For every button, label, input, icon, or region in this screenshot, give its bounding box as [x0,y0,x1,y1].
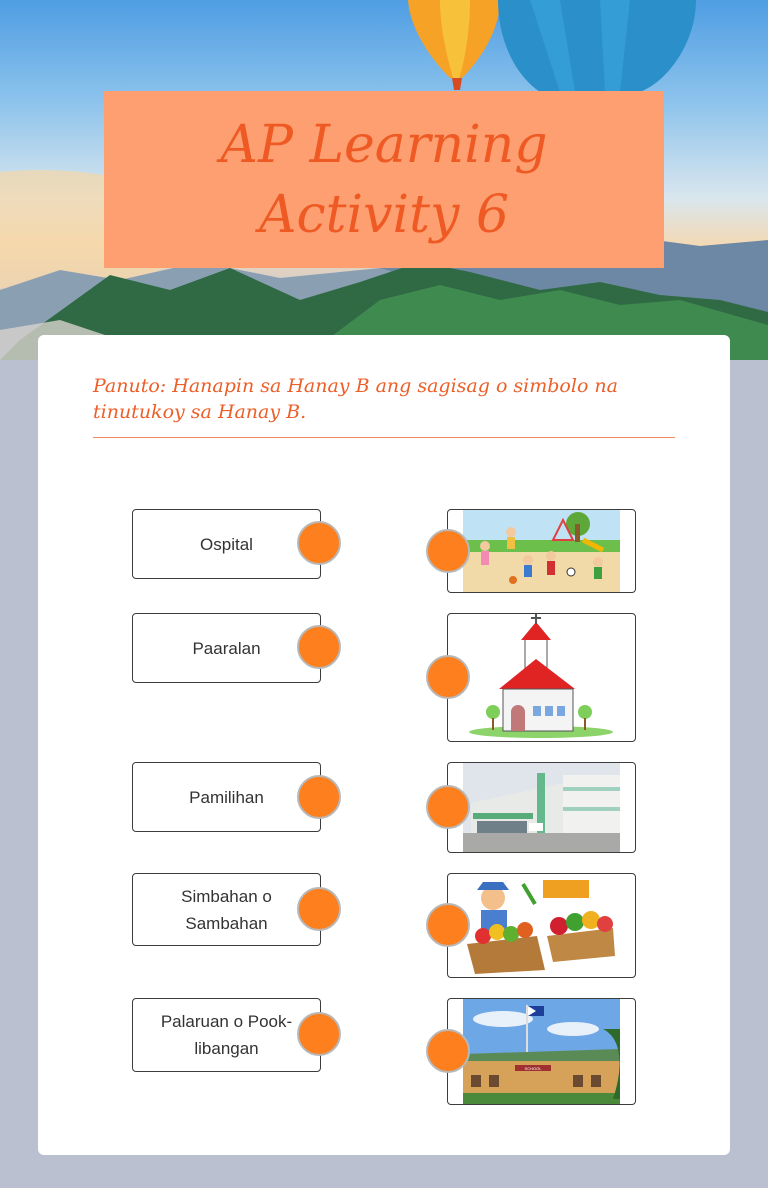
church-image [463,614,620,741]
connector-dot-a4[interactable] [297,887,341,931]
term-box-simbahan[interactable] [132,873,321,946]
term-box-palaruan[interactable] [132,998,321,1072]
instructions-text: Panuto: Hanapin sa Hanay B ang sagisag o simbolo na tinutukoy sa Hanay B. [93,375,618,423]
term-label: Pamilihan [189,787,264,807]
hospital-building-image [463,763,620,852]
term-box-paaralan[interactable] [132,613,321,683]
connector-dot-b5[interactable] [426,1029,470,1073]
hot-air-balloon-blue [498,0,696,92]
connector-dot-a1[interactable] [297,521,341,565]
connector-dot-b1[interactable] [426,529,470,573]
term-label: Simbahan o Sambahan [181,886,272,933]
picture-card-b1[interactable] [447,509,636,593]
connector-dot-a5[interactable] [297,1012,341,1056]
term-box-ospital[interactable] [132,509,321,579]
market-vendor-image [463,874,620,977]
picture-card-b2[interactable] [447,613,636,742]
term-label: Paaralan [192,638,261,658]
page-title: AP Learning Activity 6 [220,114,548,245]
connector-dot-a2[interactable] [297,625,341,669]
school-building-image [463,999,620,1104]
term-label: Ospital [200,534,253,554]
connector-dot-b2[interactable] [426,655,470,699]
connector-dot-b3[interactable] [426,785,470,829]
divider [93,437,675,438]
title-banner [104,91,664,268]
activity-card [38,335,730,1155]
picture-card-b3[interactable] [447,762,636,853]
term-box-pamilihan[interactable] [132,762,321,832]
connector-dot-b4[interactable] [426,903,470,947]
term-label: Palaruan o Pook-libangan [160,1012,293,1058]
connector-dot-a3[interactable] [297,775,341,819]
school-sign-text: SCHOOL [524,1066,542,1071]
playground-children-image [463,510,620,592]
picture-card-b4[interactable] [447,873,636,978]
hot-air-balloon-orange [408,0,500,90]
picture-card-b5[interactable] [447,998,636,1105]
